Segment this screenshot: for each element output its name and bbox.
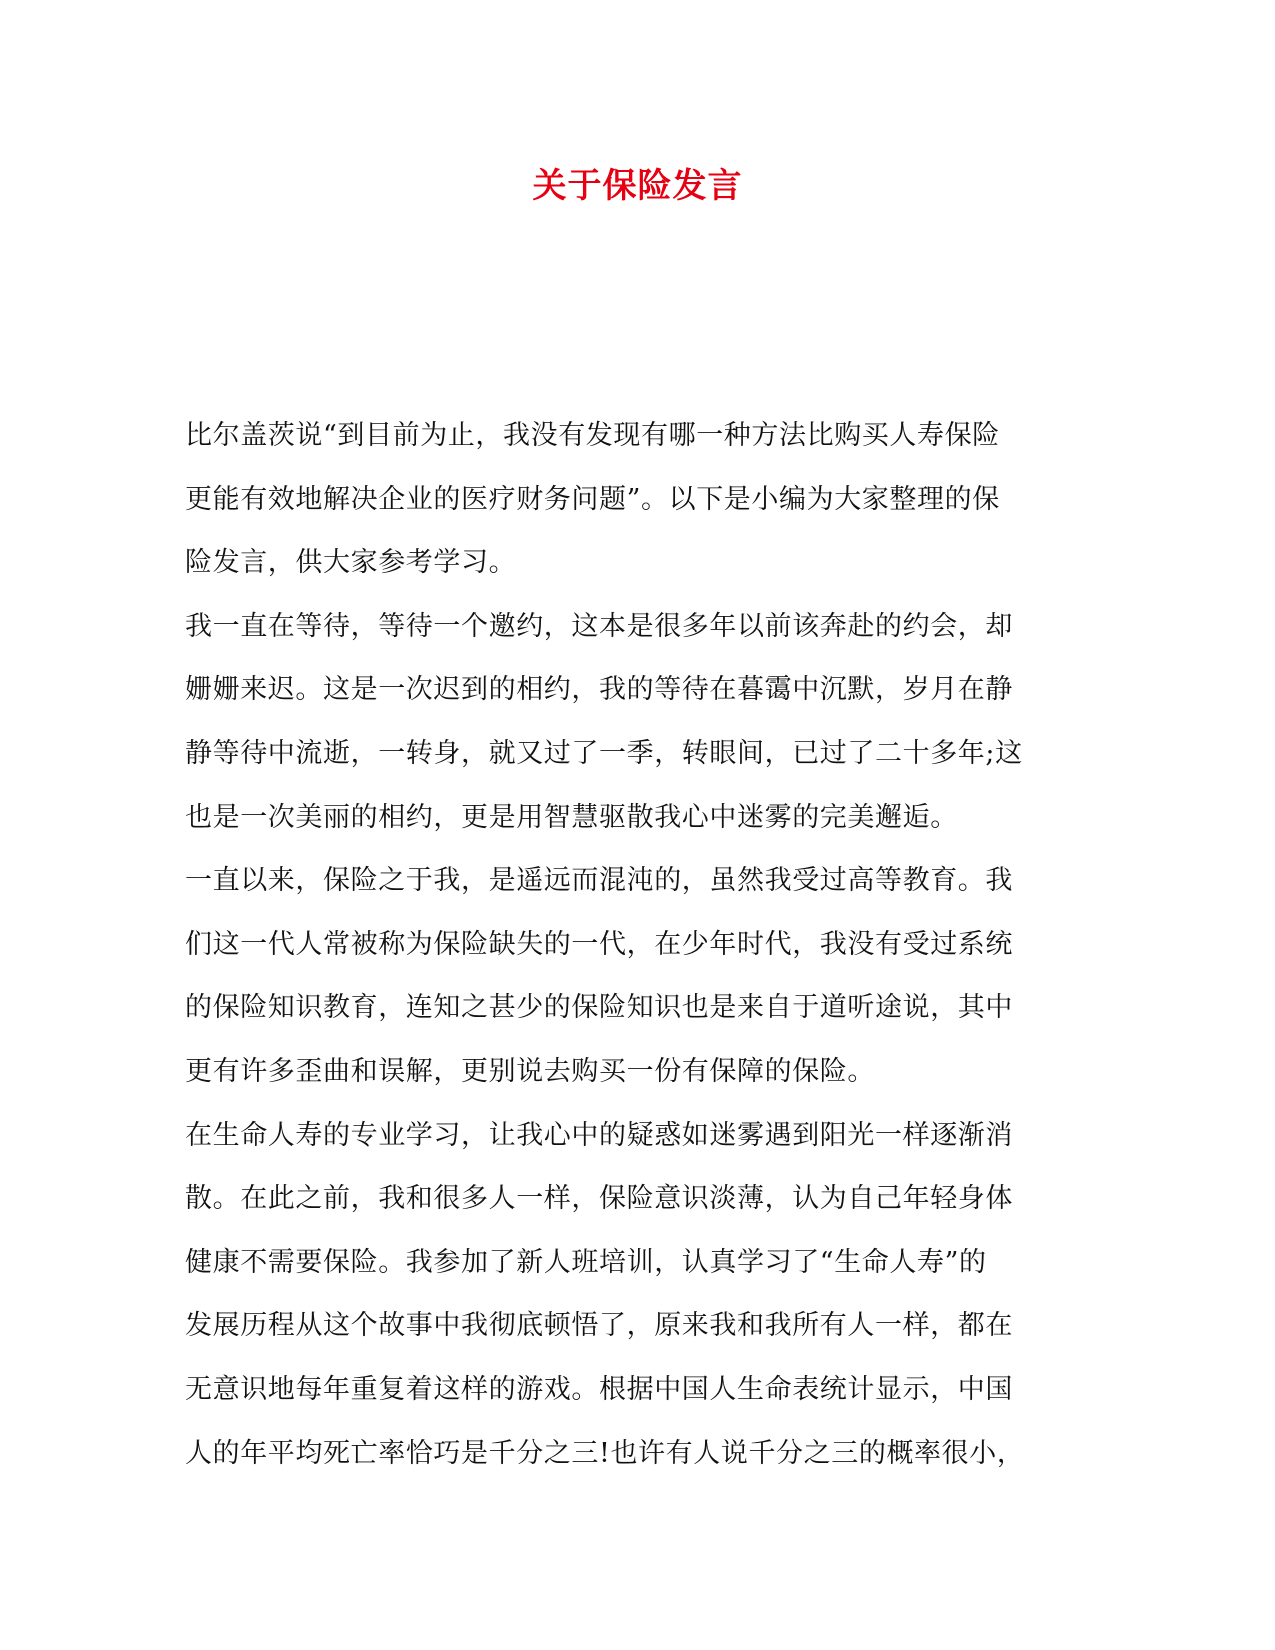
body-line: 在生命人寿的专业学习，让我心中的疑惑如迷雾遇到阳光一样逐渐消 bbox=[185, 1119, 1013, 1151]
body-line: 一直以来，保险之于我，是遥远而混沌的，虽然我受过高等教育。我 bbox=[185, 865, 1013, 897]
body-line: 比尔盖茨说“到目前为止，我没有发现有哪一种方法比购买人寿保险 bbox=[185, 420, 1000, 451]
body-line: 我一直在等待，等待一个邀约，这本是很多年以前该奔赴的约会，却 bbox=[185, 610, 1013, 642]
body-line: 无意识地每年重复着这样的游戏。根据中国人生命表统计显示，中国 bbox=[185, 1373, 1013, 1405]
body-line: 姗姗来迟。这是一次迟到的相约，我的等待在暮霭中沉默，岁月在静 bbox=[185, 674, 1013, 706]
document-title: 关于保险发言 bbox=[532, 166, 743, 206]
body-line: 们这一代人常被称为保险缺失的一代，在少年时代，我没有受过系统 bbox=[185, 928, 1013, 960]
body-line: 的保险知识教育，连知之甚少的保险知识也是来自于道听途说，其中 bbox=[185, 992, 1013, 1024]
body-line: 健康不需要保险。我参加了新人班培训，认真学习了“生命人寿”的 bbox=[185, 1246, 987, 1278]
body-line: 散。在此之前，我和很多人一样，保险意识淡薄，认为自己年轻身体 bbox=[185, 1183, 1013, 1215]
body-line: 也是一次美丽的相约，更是用智慧驱散我心中迷雾的完美邂逅。 bbox=[185, 801, 958, 833]
body-line: 险发言，供大家参考学习。 bbox=[185, 547, 517, 579]
body-line: 静等待中流逝，一转身，就又过了一季，转眼间，已过了二十多年;这 bbox=[185, 737, 1023, 769]
body-line: 发展历程从这个故事中我彻底顿悟了，原来我和我所有人一样，都在 bbox=[185, 1310, 1013, 1342]
body-line: 人的年平均死亡率恰巧是千分之三!也许有人说千分之三的概率很小， bbox=[185, 1437, 1025, 1469]
body-line: 更有许多歪曲和误解，更别说去购买一份有保障的保险。 bbox=[185, 1055, 875, 1087]
body-line: 更能有效地解决企业的医疗财务问题”。以下是小编为大家整理的保 bbox=[185, 483, 1000, 515]
document-body bbox=[185, 404, 1075, 1485]
